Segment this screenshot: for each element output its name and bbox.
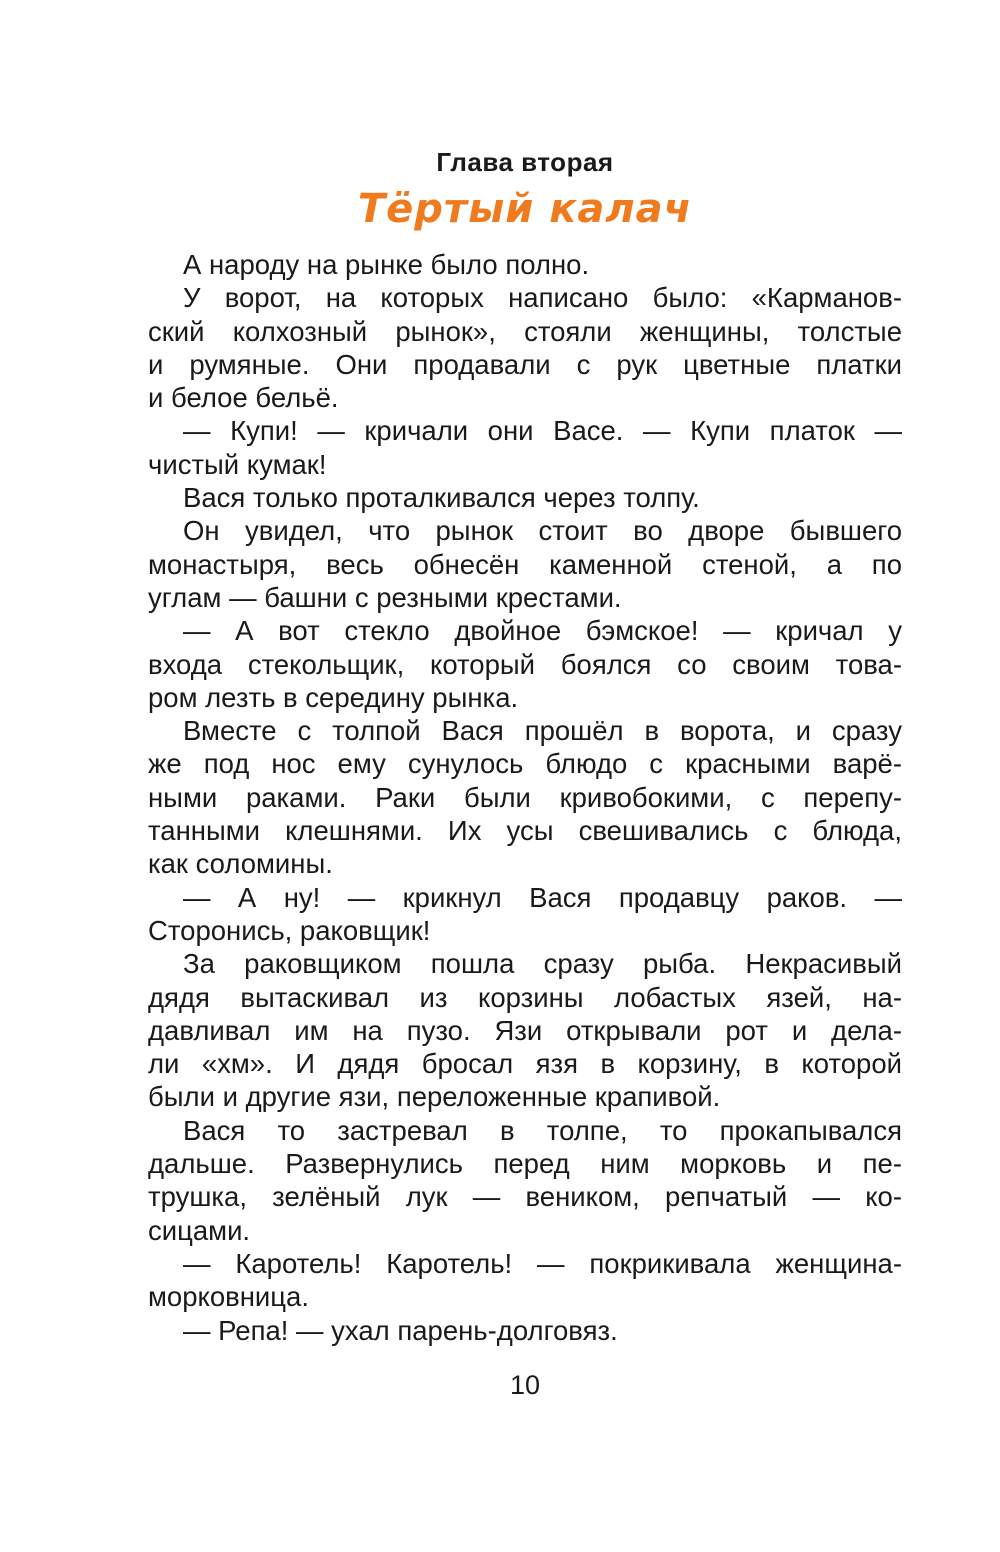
text-line: — А ну! — крикнул Вася продавцу раков. — (183, 881, 902, 913)
text-line: Сторонись, раковщик! (148, 914, 431, 946)
paragraph (148, 881, 902, 948)
text-line: танными клешнями. Их усы свешивались с блюда, (148, 815, 902, 847)
paragraph (148, 1247, 902, 1314)
paragraph (148, 1314, 902, 1347)
paragraph (148, 714, 902, 880)
text-line: трушка, зелёный лук — веником, репчатый — ко- (148, 1181, 902, 1213)
paragraph (148, 1114, 902, 1247)
paragraph (148, 481, 902, 514)
text-line: За раковщиком пошла сразу рыба. Некрасивый (183, 948, 902, 980)
text-line: У ворот, на которых написано было: «Карманов- (183, 282, 902, 314)
text-line: Вместе с толпой Вася прошёл в ворота, и сразу (183, 715, 902, 747)
text-line: — Репа! — ухал парень-долговяз. (183, 1314, 618, 1346)
text-line: сицами. (148, 1214, 251, 1246)
paragraph (148, 248, 902, 281)
body-text (148, 248, 902, 1347)
text-line: монастыря, весь обнесён каменной стеной, а по (148, 548, 902, 580)
text-line: морковница. (148, 1281, 309, 1313)
chapter-title: Тёртый калач (357, 186, 693, 232)
text-line: — А вот стекло двойное бэмское! — кричал у (183, 615, 902, 647)
text-line: и белое бельё. (148, 382, 339, 414)
paragraph (148, 281, 902, 414)
text-line: ными раками. Раки были кривобокими, с перепу- (148, 781, 902, 813)
paragraph (148, 514, 902, 614)
text-line: ром лезть в середину рынка. (148, 681, 519, 713)
text-line: — Каротель! Каротель! — покрикивала женщина- (183, 1247, 902, 1279)
text-line: ли «хм». И дядя бросал язя в корзину, в которой (148, 1048, 902, 1080)
text-line: как соломины. (148, 848, 333, 880)
text-line: входа стекольщик, который боялся со своим това- (148, 648, 902, 680)
text-line: Вася то застревал в толпе, то прокапывался (183, 1114, 902, 1146)
text-line: дальше. Развернулись перед ним морковь и пе- (148, 1148, 902, 1180)
text-line: Он увидел, что рынок стоит во дворе бывшего (183, 515, 902, 547)
text-line: давливал им на пузо. Язи открывали рот и дела- (148, 1014, 902, 1046)
text-line: А народу на рынке было полно. (183, 249, 590, 280)
text-line: чистый кумак! (148, 448, 327, 480)
text-line: же под нос ему сунулось блюдо с красными варё- (148, 748, 902, 780)
text-line: углам — башни с резными крестами. (148, 581, 622, 613)
page-number: 10 (509, 1370, 541, 1400)
text-line: — Купи! — кричали они Васе. — Купи платок — (183, 415, 902, 447)
text-line: были и другие язи, переложенные крапивой. (148, 1081, 721, 1113)
text-line: ский колхозный рынок», стояли женщины, толстые (148, 315, 902, 347)
text-line: Вася только проталкивался через толпу. (183, 482, 700, 514)
text-line: и румяные. Они продавали с рук цветные платки (148, 348, 902, 380)
paragraph (148, 614, 902, 714)
paragraph (148, 947, 902, 1113)
chapter-label: Глава вторая (436, 147, 614, 177)
paragraph (148, 414, 902, 481)
text-line: дядя вытаскивал из корзины лобастых язей, на- (148, 981, 902, 1013)
